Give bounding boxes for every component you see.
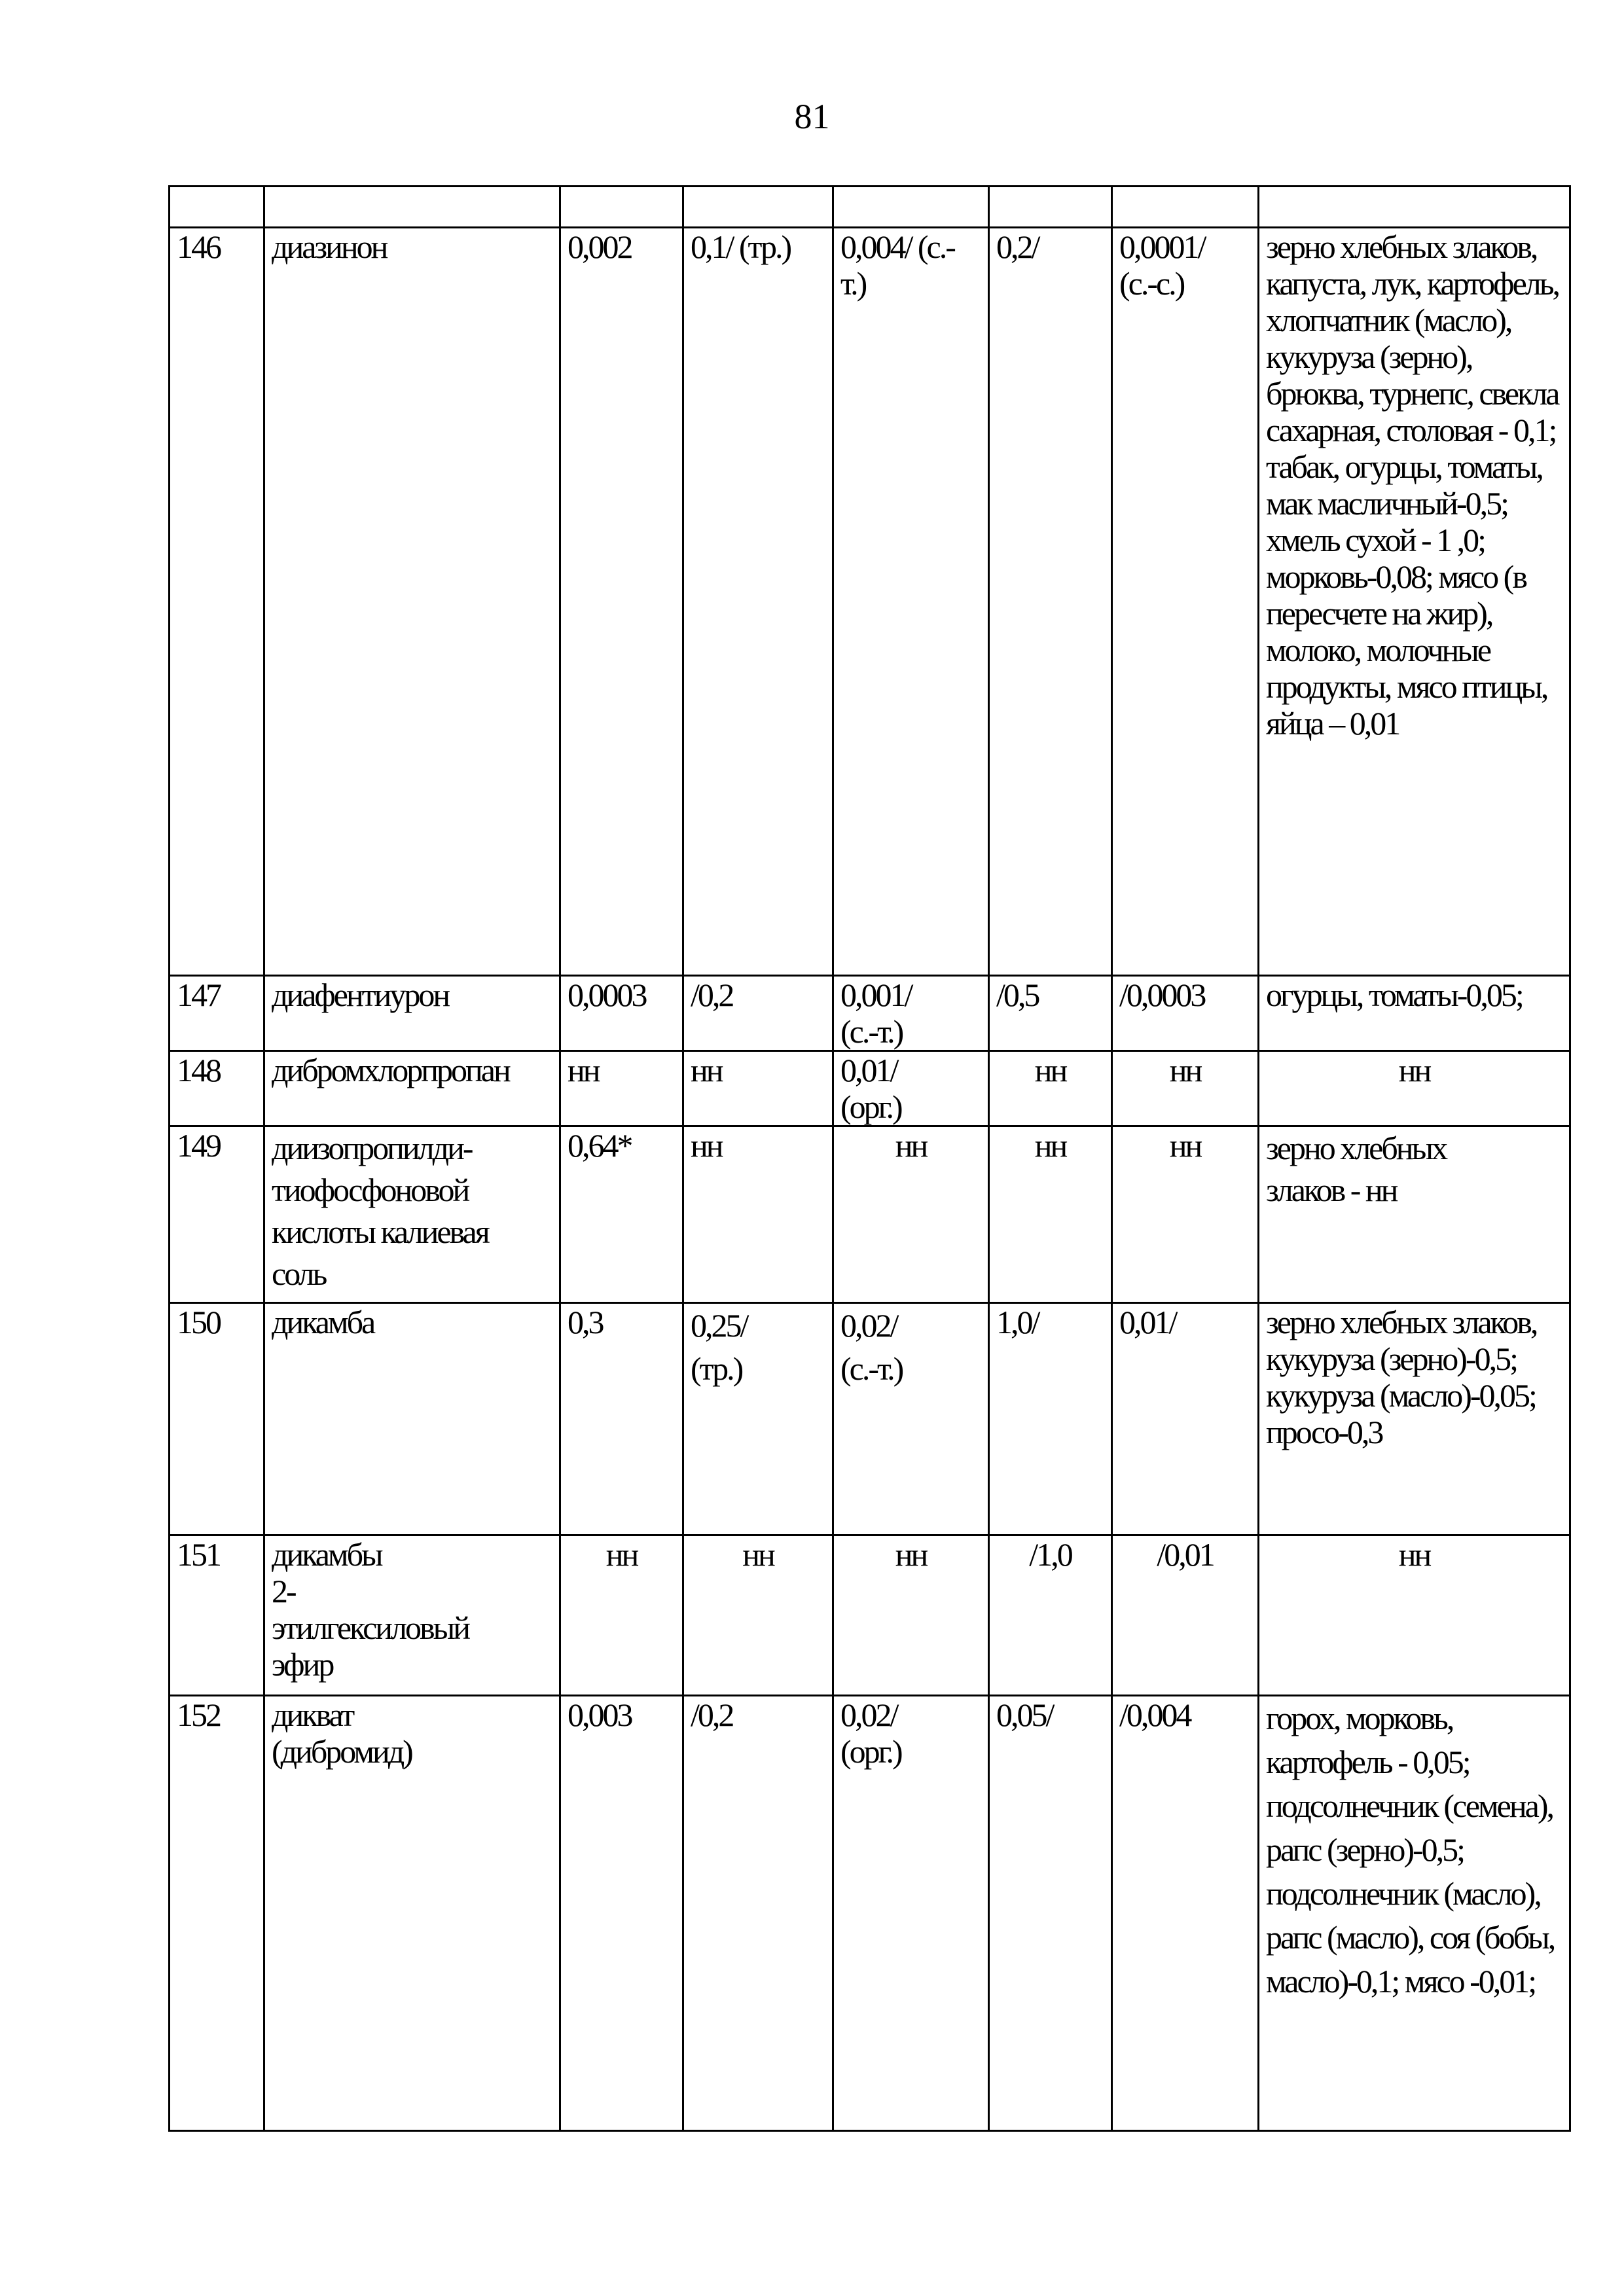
value-cell: 0,0001/ (с.-с.) xyxy=(1112,228,1259,976)
products-cell: горох, морковь, картофель - 0,05; подсолнечник (семена), рапс (зерно)-0,5; подсолнечник (масло), рапс (масло), соя (бобы, масло)-0,1; мясо -0,01; xyxy=(1259,1696,1570,2131)
value-cell: 0,02/ (орг.) xyxy=(833,1696,989,2131)
substance-name: диафентиурон xyxy=(264,976,560,1051)
value-cell: нн xyxy=(989,1126,1112,1303)
value-cell: 0,001/ (с.-т.) xyxy=(833,976,989,1051)
table-row xyxy=(170,1051,1570,1126)
value-cell: 0,003 xyxy=(560,1696,683,2131)
table-row xyxy=(170,1696,1570,2131)
value-cell: нн xyxy=(833,1535,989,1696)
header-cell xyxy=(560,187,683,228)
header-cell xyxy=(264,187,560,228)
value-cell: /0,5 xyxy=(989,976,1112,1051)
value-cell: 0,3 xyxy=(560,1303,683,1535)
row-number: 152 xyxy=(170,1696,264,2131)
products-cell: зерно хлебных злаков, капуста, лук, картофель, хлопчатник (масло), кукуруза (зерно), брюква, турнепс, свекла сахарная, столовая - 0,1; табак, огурцы, томаты, мак масличный-0,5; хмель сухой - 1 ,0; морковь-0,08; мясо (в пересчете на жир), молоко, молочные продукты, мясо птицы, яйца – 0,01 xyxy=(1259,228,1570,976)
table-row xyxy=(170,1535,1570,1696)
value-cell: 0,05/ xyxy=(989,1696,1112,2131)
value-cell: /0,2 xyxy=(683,976,833,1051)
table-header-row xyxy=(170,187,1570,228)
value-cell: нн xyxy=(833,1126,989,1303)
value-cell: /0,01 xyxy=(1112,1535,1259,1696)
value-cell: 0,2/ xyxy=(989,228,1112,976)
value-cell: /1,0 xyxy=(989,1535,1112,1696)
value-cell: /0,004 xyxy=(1112,1696,1259,2131)
value-cell: 0,1/ (тр.) xyxy=(683,228,833,976)
table-row xyxy=(170,228,1570,976)
row-number: 151 xyxy=(170,1535,264,1696)
products-cell: зерно хлебных злаков - нн xyxy=(1259,1126,1570,1303)
row-number: 148 xyxy=(170,1051,264,1126)
substance-name: диазинон xyxy=(264,228,560,976)
value-cell: 0,002 xyxy=(560,228,683,976)
products-cell: нн xyxy=(1259,1535,1570,1696)
header-cell xyxy=(170,187,264,228)
value-cell: нн xyxy=(683,1126,833,1303)
substance-name: диизопропилди- тиофосфоновой кислоты калиевая соль xyxy=(264,1126,560,1303)
value-cell: 0,01/ xyxy=(1112,1303,1259,1535)
value-cell: 0,64* xyxy=(560,1126,683,1303)
substance-name: дикамба xyxy=(264,1303,560,1535)
products-cell: огурцы, томаты-0,05; xyxy=(1259,976,1570,1051)
value-cell: нн xyxy=(1112,1126,1259,1303)
header-cell xyxy=(683,187,833,228)
substance-name: дикват (дибромид) xyxy=(264,1696,560,2131)
products-cell: зерно хлебных злаков, кукуруза (зерно)-0,5; кукуруза (масло)-0,05; просо-0,3 xyxy=(1259,1303,1570,1535)
value-cell: нн xyxy=(683,1535,833,1696)
header-cell xyxy=(1259,187,1570,228)
substance-name: дикамбы 2- этилгексиловый эфир xyxy=(264,1535,560,1696)
row-number: 149 xyxy=(170,1126,264,1303)
page-number: 81 xyxy=(794,97,830,136)
row-number: 150 xyxy=(170,1303,264,1535)
substance-name: дибромхлорпропан xyxy=(264,1051,560,1126)
table-row xyxy=(170,1303,1570,1535)
header-cell xyxy=(1112,187,1259,228)
data-table xyxy=(168,185,1571,2132)
value-cell: нн xyxy=(560,1051,683,1126)
value-cell: /0,2 xyxy=(683,1696,833,2131)
products-cell: нн xyxy=(1259,1051,1570,1126)
value-cell: 0,004/ (с.- т.) xyxy=(833,228,989,976)
value-cell: 0,0003 xyxy=(560,976,683,1051)
header-cell xyxy=(833,187,989,228)
value-cell: 0,02/ (с.-т.) xyxy=(833,1303,989,1535)
row-number: 146 xyxy=(170,228,264,976)
value-cell: 0,01/ (орг.) xyxy=(833,1051,989,1126)
table-row xyxy=(170,976,1570,1051)
value-cell: нн xyxy=(560,1535,683,1696)
value-cell: нн xyxy=(683,1051,833,1126)
row-number: 147 xyxy=(170,976,264,1051)
value-cell: 1,0/ xyxy=(989,1303,1112,1535)
value-cell: нн xyxy=(989,1051,1112,1126)
header-cell xyxy=(989,187,1112,228)
value-cell: нн xyxy=(1112,1051,1259,1126)
table-row xyxy=(170,1126,1570,1303)
value-cell: 0,25/ (тр.) xyxy=(683,1303,833,1535)
value-cell: /0,0003 xyxy=(1112,976,1259,1051)
